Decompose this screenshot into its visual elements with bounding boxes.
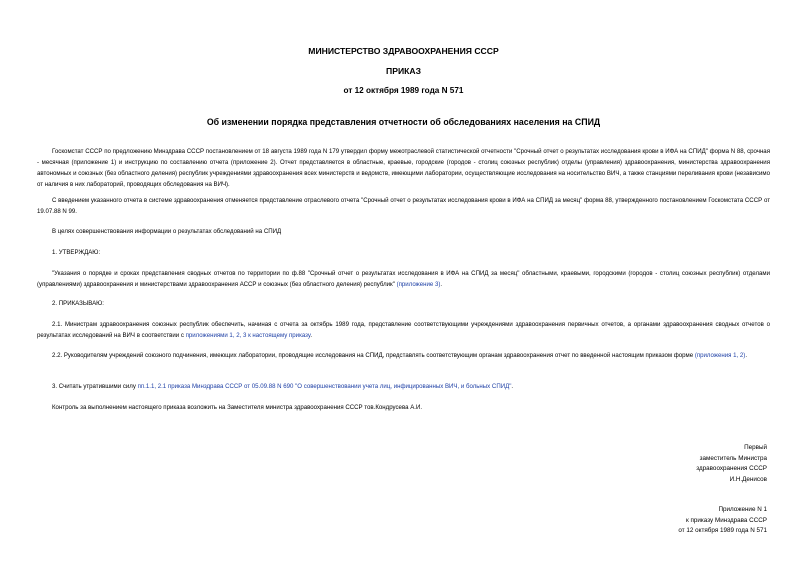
paragraph-3: В целях совершенствования информации о результатах обследований на СПИД: [52, 228, 282, 235]
appendices-1-2-link[interactable]: (приложения 1, 2): [694, 352, 746, 359]
paragraph-1: Госкомстат СССР по предложению Минздрава СССР постановлением от 18 августа 1989 года N 179 утвердил форму межотраслевой статистической отчетности "Срочный отчет о результатах исследования крови в ИФА на СПИД" форма N 88, срочная - месячная (приложение 1) и инструкцию по составлению отчета (приложение 2). Отчет представляется в областные, краевые, городские (городов - столиц союзных республик) отделы (управления) здравоохранения, министерства здравоохранения автономных и союзных (без областного деления) республик учреждениями здравоохранения всех министерств и ведомств, имеющими лаборатории, осуществляющие исследования на носительство ВИЧ, а также станциями переливания крови (независимо от наличия в них лабораторий, проводящих обследования на ВИЧ).: [37, 148, 770, 188]
appendix-line-3: от 12 октября 1989 года N 571: [678, 527, 767, 534]
signature-line-1: Первый: [744, 444, 767, 451]
appendix-3-link[interactable]: (приложение 3): [396, 281, 441, 288]
paragraph-8-text: 2.2. Руководителям учреждений союзного подчинения, имеющих лаборатории, проводящие исследования на СПИД, представлять соответствующим органам здравоохранения отчет по введенной настоящим приказом форме: [52, 352, 694, 359]
paragraph-7: 2.1. Министрам здравоохранения союзных республик обеспечить, начиная с отчета за октябрь 1989 года, представление соответствующими учреждениями здравоохранения первичных отчетов, а органами здравоохранения сводных отчетов о результатах исследований на ВИЧ в соответствии с приложениями 1, 2, 3 к настоящему приказу.: [37, 321, 770, 339]
ministry-title: МИНИСТЕРСТВО ЗДРАВООХРАНЕНИЯ СССР: [308, 46, 499, 56]
signature-name: И.Н.Денисов: [729, 475, 767, 483]
paragraph-4: 1. УТВЕРЖДАЮ:: [52, 249, 101, 256]
paragraph-2: С введением указанного отчета в системе здравоохранения отменяется представление отраслевого отчета "Срочный отчет о результатах исследования крови в ИФА на СПИД за месяц" форма 88, утвержденного постановлением Госкомстата СССР от 19.07.88 N 99.: [37, 197, 770, 215]
appendix-block: [678, 505, 767, 537]
appendices-1-2-3-link[interactable]: приложениями 1, 2, 3 к настоящему приказу: [185, 332, 311, 339]
order-690-link[interactable]: пп.1.1, 2.1 приказа Минздрава СССР от 05.09.88 N 690 "О совершенствовании учета лиц, инфицированных ВИЧ, и больных СПИД": [137, 383, 512, 390]
paragraph-8: 2.2. Руководителям учреждений союзного подчинения, имеющих лаборатории, проводящие исследования на СПИД, представлять соответствующим органам здравоохранения отчет по введенной настоящим приказом форме (приложения 1, 2).: [52, 352, 748, 359]
paragraph-6: 2. ПРИКАЗЫВАЮ:: [52, 300, 104, 307]
doc-type: ПРИКАЗ: [386, 66, 421, 76]
paragraph-5: "Указания о порядке и сроках представления сводных отчетов по территории по ф.88 "Срочный отчет о результатах исследования в ИФА на СПИД за месяц" областными, краевыми, городскими (городов - столиц союзных республик) отделами (управлениями) здравоохранения и министерствами здравоохранения АССР и союзных (без областного деления) республик" (приложение 3).: [37, 270, 770, 288]
paragraph-7-text: 2.1. Министрам здравоохранения союзных республик обеспечить, начиная с отчета за октябрь 1989 года, представление соответствующими учреждениями здравоохранения первичных отчетов, а органами здравоохранения сводных отчетов о результатах исследований на ВИЧ в соответствии с: [37, 321, 770, 339]
doc-subject: Об изменении порядка представления отчетности об обследованиях населения на СПИД: [206, 117, 601, 127]
signature-line-2: заместитель Министра: [699, 454, 767, 462]
appendix-line-2: к приказу Минздрава СССР: [685, 516, 767, 524]
signature-line-3: здравоохранения СССР: [696, 465, 767, 472]
paragraph-9-text: 3. Считать утратившими силу: [52, 383, 136, 390]
signature-block: [696, 443, 767, 485]
paragraph-10: Контроль за выполнением настоящего приказа возложить на Заместителя министра здравоохранения СССР тов.Кондрусева А.И.: [52, 404, 423, 411]
appendix-line-1: Приложение N 1: [718, 506, 767, 513]
paragraph-5-text: "Указания о порядке и сроках представления сводных отчетов по территории по ф.88 "Срочный отчет о результатах исследования в ИФА на СПИД за месяц" областными, краевыми, городскими (городов - столиц союзных республик) отделами (управлениями) здравоохранения и министерствами здравоохранения АССР и союзных (без областного деления) республик": [37, 270, 770, 288]
doc-date-number: от 12 октября 1989 года N 571: [343, 86, 464, 95]
paragraph-9: 3. Считать утратившими силу пп.1.1, 2.1 приказа Минздрава СССР от 05.09.88 N 690 "О совершенствовании учета лиц, инфицированных ВИЧ, и больных СПИД".: [52, 383, 514, 390]
